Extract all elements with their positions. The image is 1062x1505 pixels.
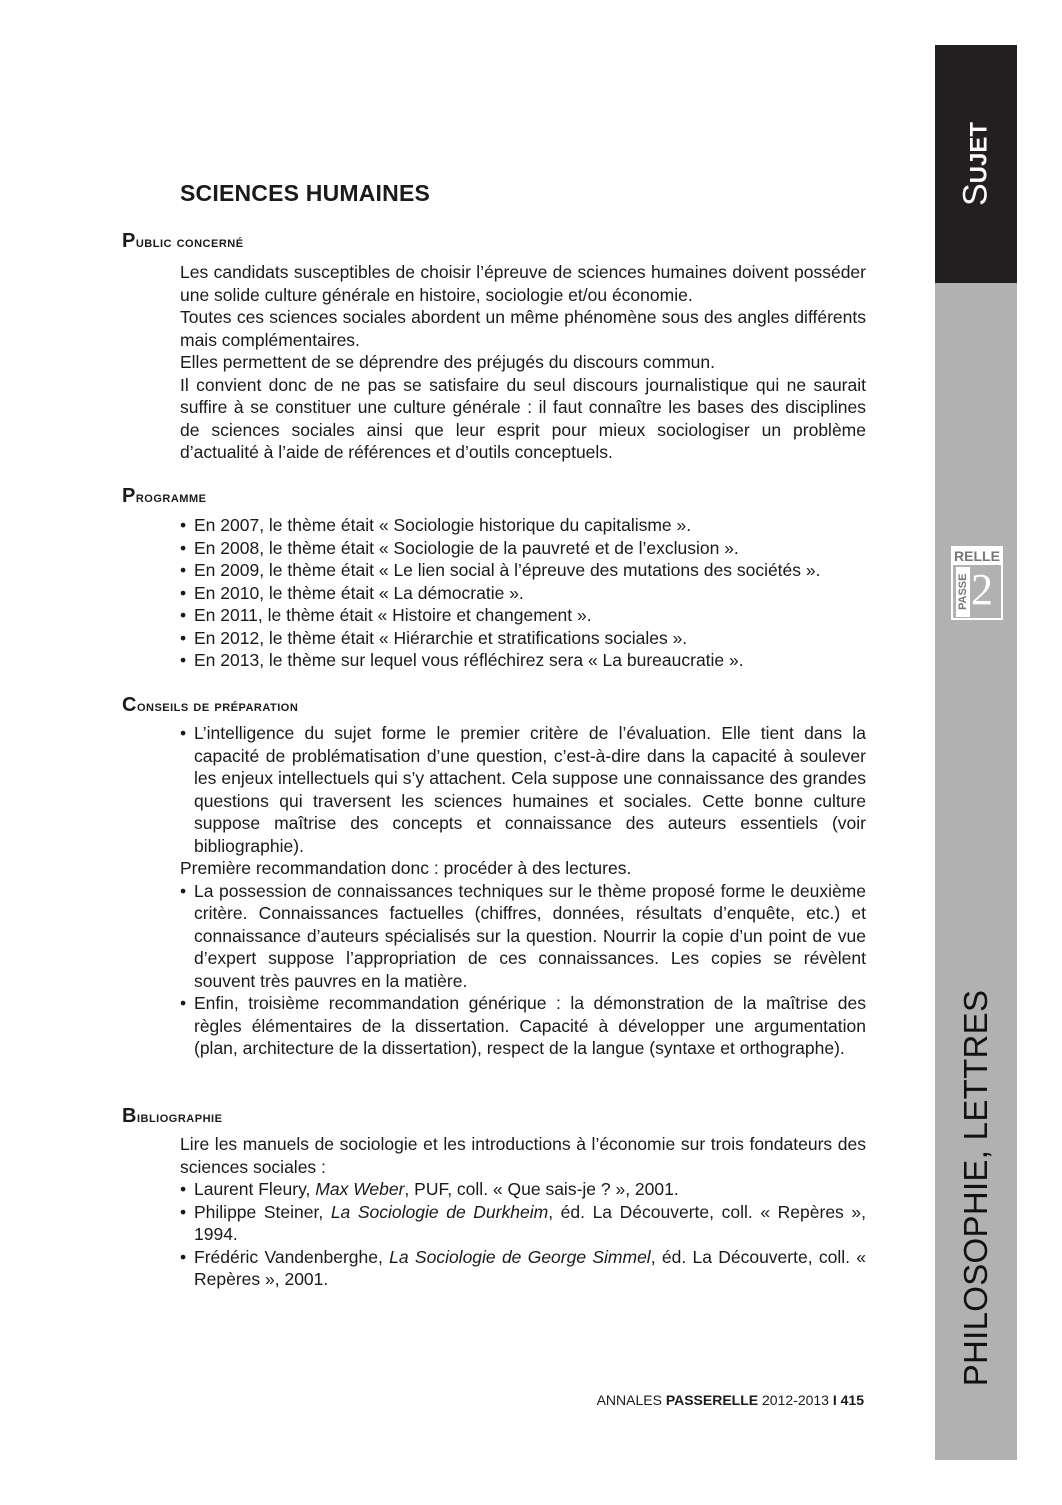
public-section-body [180, 261, 866, 464]
section-heading-bibliographie: Bibliographie [122, 1105, 223, 1127]
bibliographie-body [180, 1133, 866, 1291]
book-title: La Sociologie de Durkheim [330, 1201, 549, 1222]
list-item: • En 2012, le thème était « Hiérarchie et stratifications sociales ». [180, 627, 866, 650]
logo-number: 2 [971, 565, 993, 614]
page-number: I 415 [832, 1392, 864, 1408]
footer-brand: PASSERELLE [665, 1392, 759, 1408]
book-details: , PUF, coll. « Que sais-je ? », 2001. [404, 1179, 679, 1199]
paragraph: Elles permettent de se déprendre des préjugés du discours commun. [180, 352, 716, 372]
book-details: , éd. La Découverte, coll. « Repères », 2001. [194, 1246, 867, 1289]
list-item: • En 2009, le thème était « Le lien social à l’épreuve des mutations des sociétés ». [180, 559, 866, 582]
book-author: Philippe Steiner, [194, 1201, 331, 1222]
passerelle-logo [951, 546, 1003, 620]
list-item: • En 2008, le thème était « Sociologie de la pauvreté et de l’exclusion ». [180, 537, 866, 560]
list-item: • La possession de connaissances techniques sur le thème proposé forme le deuxième critère. Connaissances factuelles (chiffres, données, résultats d’enquête, etc.) et connaissance d’auteurs spécialisés sur la question. Nourrir la copie d’un point de vue d’expert suppose l’appropriation de ces connaissances. Les copies se révèlent souvent très pauvres en la matière. [180, 880, 866, 993]
list-item: • En 2010, le thème était « La démocratie ». [180, 582, 866, 605]
sidebar-category-label: PHILOSOPHIE, LETTRES [957, 989, 994, 1387]
bibliography-item [180, 1246, 866, 1291]
conseils-list [180, 722, 866, 1060]
list-item: • Enfin, troisième recommandation générique : la démonstration de la maîtrise des règles élémentaires de la dissertation. Capacité à développer une argumentation (plan, architecture de la dissertation), respect de la langue (syntaxe et orthographe). [180, 992, 866, 1060]
list-item: • En 2007, le thème était « Sociologie historique du capitalisme ». [180, 514, 866, 537]
sujet-initial: S [956, 183, 995, 207]
section-heading-programme: Programme [122, 485, 207, 507]
paragraph: Il convient donc de ne pas se satisfaire du seul discours journalistique qui ne saurait suffire à se constituer une culture générale : il faut connaître les bases des disciplines de sciences sociales ainsi que leur esprit pour mieux sociologiser un problème d’actualité à l’aide de références et d’outils conceptuels. [180, 374, 866, 462]
book-title: La Sociologie de George Simmel [389, 1246, 651, 1267]
section-heading-conseils: Conseils de préparation [122, 694, 299, 716]
footer-prefix: ANNALES [596, 1392, 666, 1408]
book-author: Frédéric Vandenberghe, [194, 1246, 390, 1267]
recommendation-note: Première recommandation donc : procéder à des lectures. [180, 858, 632, 878]
bibliography-intro: Lire les manuels de sociologie et les introductions à l’économie sur trois fondateurs des sciences sociales : [180, 1134, 866, 1177]
list-item: • En 2013, le thème sur lequel vous réfléchirez sera « La bureaucratie ». [180, 649, 866, 672]
list-item: • En 2011, le thème était « Histoire et changement ». [180, 604, 866, 627]
bibliography-item [180, 1178, 866, 1201]
book-details: , éd. La Découverte, coll. « Repères », 1994. [194, 1201, 866, 1244]
page-footer [520, 1392, 864, 1408]
programme-list [180, 514, 866, 672]
section-heading-public: Public concerné [122, 230, 244, 252]
footer-years: 2012-2013 [758, 1392, 833, 1408]
book-author: Laurent Fleury, [194, 1179, 316, 1199]
paragraph: Toutes ces sciences sociales abordent un même phénomène sous des angles différents mais complémentaires. [180, 307, 866, 350]
list-item: • L’intelligence du sujet forme le premier critère de l’évaluation. Elle tient dans la capacité de problématisation d’une question, c’est-à-dire dans la capacité à soulever les enjeux intellectuels qui s’y attachent. Cela suppose une connaissance des grandes questions qui traversent les sciences humaines et sociales. Cette bonne culture suppose maîtrise des concepts et connaissance des auteurs essentiels (voir bibliographie). [180, 722, 866, 857]
sidebar-sujet-label [957, 122, 996, 206]
logo-top-text: RELLE [954, 548, 1000, 564]
logo-side-text: PASSE [956, 567, 970, 617]
paragraph: Les candidats susceptibles de choisir l’épreuve de sciences humaines doivent posséder une solide culture générale en histoire, sociologie et/ou économie. [180, 262, 866, 305]
page-title: SCIENCES HUMAINES [180, 180, 431, 206]
bibliography-item [180, 1201, 866, 1246]
sujet-rest: ujet [956, 121, 995, 184]
book-title: Max Weber [315, 1179, 405, 1199]
